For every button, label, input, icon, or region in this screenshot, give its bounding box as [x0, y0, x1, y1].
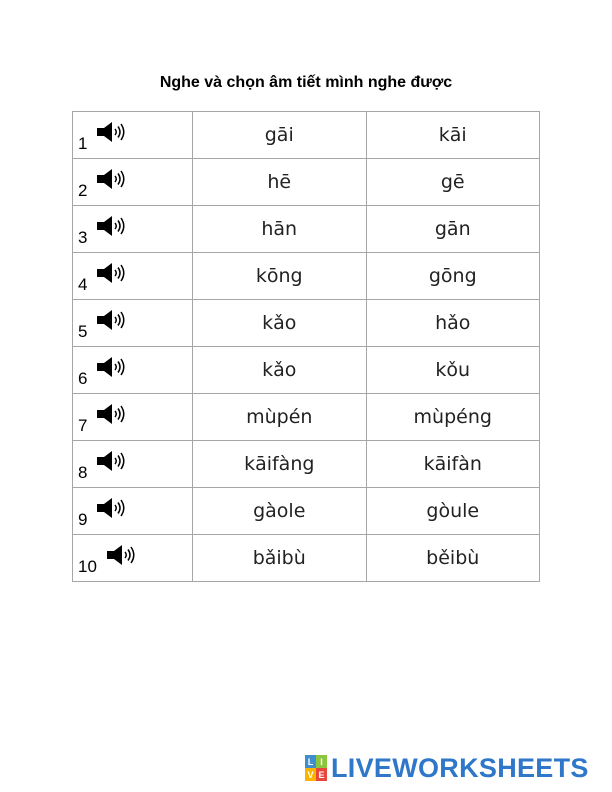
- answer-option-b[interactable]: hǎo: [366, 300, 540, 347]
- answer-option-a[interactable]: gāi: [193, 112, 367, 159]
- question-cell: [73, 206, 193, 253]
- speaker-icon[interactable]: [96, 262, 128, 284]
- question-number: 9: [78, 510, 88, 529]
- table-row: [73, 206, 540, 253]
- answer-option-a[interactable]: kǎo: [193, 300, 367, 347]
- answer-option-a[interactable]: kāifàng: [193, 441, 367, 488]
- table-row: [73, 488, 540, 535]
- question-cell: [73, 347, 193, 394]
- badge-letter: L: [305, 755, 316, 768]
- question-number: 3: [78, 228, 88, 247]
- answer-option-a[interactable]: kǎo: [193, 347, 367, 394]
- answer-option-b[interactable]: gān: [366, 206, 540, 253]
- question-number: 8: [78, 463, 88, 482]
- question-number: 10: [78, 557, 97, 576]
- question-number: 5: [78, 322, 88, 341]
- table-row: [73, 253, 540, 300]
- speaker-icon[interactable]: [96, 403, 128, 425]
- question-cell: [73, 394, 193, 441]
- table-row: [73, 441, 540, 488]
- speaker-icon[interactable]: [96, 450, 128, 472]
- question-number: 6: [78, 369, 88, 388]
- listening-table: [72, 111, 540, 582]
- speaker-icon[interactable]: [96, 309, 128, 331]
- question-cell: [73, 300, 193, 347]
- answer-option-a[interactable]: hān: [193, 206, 367, 253]
- answer-option-b[interactable]: mùpéng: [366, 394, 540, 441]
- speaker-icon[interactable]: [96, 215, 128, 237]
- speaker-icon[interactable]: [96, 497, 128, 519]
- answer-option-b[interactable]: kǒu: [366, 347, 540, 394]
- speaker-icon[interactable]: [106, 544, 138, 566]
- badge-letter: E: [316, 768, 327, 781]
- answer-option-a[interactable]: hē: [193, 159, 367, 206]
- speaker-icon[interactable]: [96, 168, 128, 190]
- question-cell: [73, 441, 193, 488]
- live-badge-icon: [305, 755, 327, 781]
- question-cell: [73, 112, 193, 159]
- table-row: [73, 347, 540, 394]
- table-row: [73, 112, 540, 159]
- question-cell: [73, 488, 193, 535]
- worksheet-title: Nghe và chọn âm tiết mình nghe được: [159, 74, 453, 91]
- answer-option-b[interactable]: běibù: [366, 535, 540, 582]
- table-row: [73, 394, 540, 441]
- speaker-icon[interactable]: [96, 356, 128, 378]
- answer-option-b[interactable]: kāi: [366, 112, 540, 159]
- badge-letter: I: [316, 755, 327, 768]
- answer-option-a[interactable]: bǎibù: [193, 535, 367, 582]
- answer-option-a[interactable]: gàole: [193, 488, 367, 535]
- question-number: 4: [78, 275, 88, 294]
- brand-name: LIVEWORKSHEETS: [331, 752, 589, 783]
- answer-option-b[interactable]: gòule: [366, 488, 540, 535]
- table-row: [73, 535, 540, 582]
- speaker-icon[interactable]: [96, 121, 128, 143]
- answer-option-b[interactable]: kāifàn: [366, 441, 540, 488]
- question-number: 7: [78, 416, 88, 435]
- answer-option-a[interactable]: mùpén: [193, 394, 367, 441]
- question-cell: [73, 159, 193, 206]
- question-cell: [73, 535, 193, 582]
- table-row: [73, 300, 540, 347]
- question-number: 2: [78, 181, 88, 200]
- answer-option-b[interactable]: gōng: [366, 253, 540, 300]
- table-row: [73, 159, 540, 206]
- question-number: 1: [78, 134, 88, 153]
- answer-option-a[interactable]: kōng: [193, 253, 367, 300]
- liveworksheets-logo: [305, 752, 589, 784]
- question-cell: [73, 253, 193, 300]
- badge-letter: V: [305, 768, 316, 781]
- answer-option-b[interactable]: gē: [366, 159, 540, 206]
